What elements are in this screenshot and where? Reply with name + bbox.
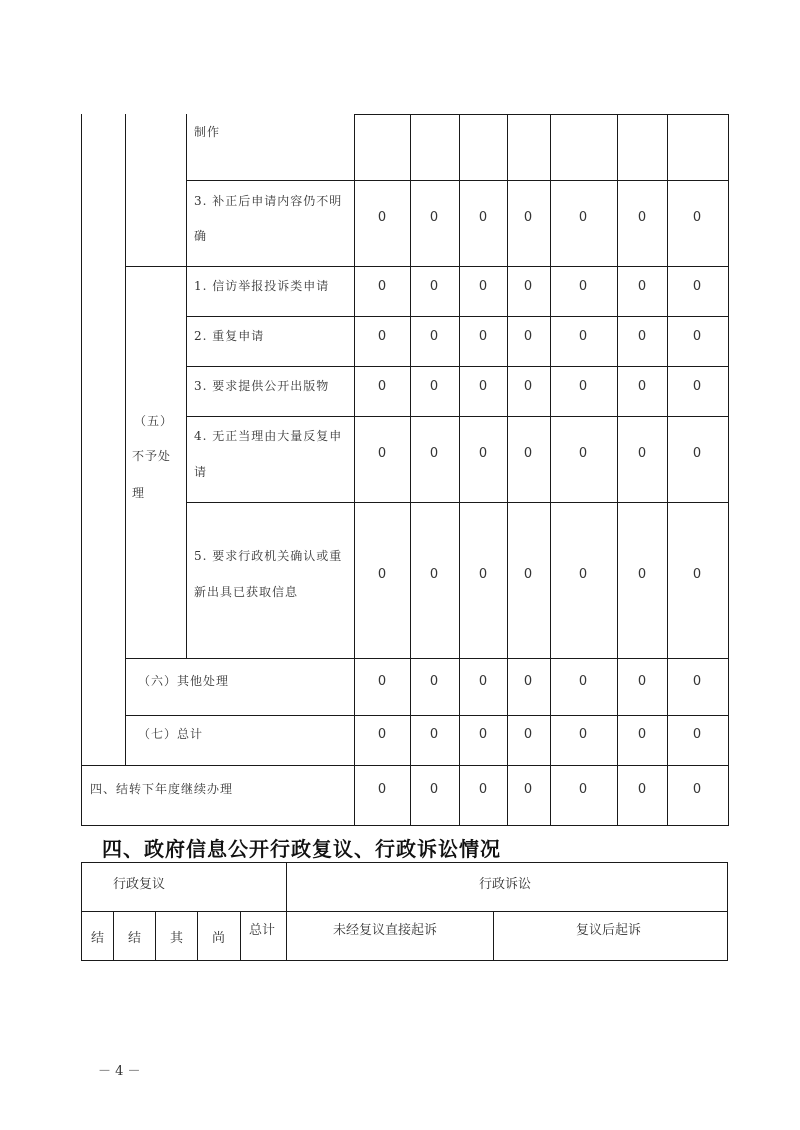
sub-col-after-review: 复议后起诉 xyxy=(576,923,642,938)
table-divider xyxy=(186,114,187,658)
value-cell: 0 xyxy=(377,567,387,582)
table-border xyxy=(728,114,729,825)
value-cell: 0 xyxy=(377,210,387,225)
value-cell: 0 xyxy=(523,210,533,225)
value-cell: 0 xyxy=(692,782,702,797)
page-number: － 4 － xyxy=(98,1064,141,1079)
value-cell: 0 xyxy=(377,782,387,797)
value-cell: 0 xyxy=(429,210,439,225)
value-cell: 0 xyxy=(637,674,647,689)
table-divider xyxy=(617,114,618,825)
value-cell: 0 xyxy=(692,379,702,394)
value-cell: 0 xyxy=(692,329,702,344)
value-cell: 0 xyxy=(692,279,702,294)
value-cell: 0 xyxy=(478,379,488,394)
table-rule xyxy=(186,366,729,367)
value-cell: 0 xyxy=(377,379,387,394)
value-cell: 0 xyxy=(429,279,439,294)
value-cell: 0 xyxy=(578,782,588,797)
table-rule xyxy=(186,416,729,417)
row-label-cont: 确 xyxy=(194,229,208,243)
row-label: 5. 要求行政机关确认或重 xyxy=(194,549,343,563)
table-border xyxy=(727,862,728,961)
table-rule xyxy=(81,825,729,826)
value-cell: 0 xyxy=(523,567,533,582)
value-cell: 0 xyxy=(377,279,387,294)
value-cell: 0 xyxy=(377,446,387,461)
sub-col-direct-suit: 未经复议直接起诉 xyxy=(333,923,438,938)
table-divider xyxy=(410,114,411,825)
value-cell: 0 xyxy=(478,567,488,582)
row-label: 制作 xyxy=(194,125,221,139)
value-cell: 0 xyxy=(637,279,647,294)
table-rule xyxy=(125,658,729,659)
table-divider xyxy=(507,114,508,825)
value-cell: 0 xyxy=(578,567,588,582)
value-cell: 0 xyxy=(523,674,533,689)
value-cell: 0 xyxy=(478,727,488,742)
value-cell: 0 xyxy=(523,782,533,797)
value-cell: 0 xyxy=(578,727,588,742)
section-heading: 四、政府信息公开行政复议、行政诉讼情况 xyxy=(102,837,501,861)
group-label: 不予处 xyxy=(132,449,172,463)
value-cell: 0 xyxy=(478,279,488,294)
table-rule xyxy=(186,180,729,181)
table-rule xyxy=(354,114,729,115)
value-cell: 0 xyxy=(523,446,533,461)
value-cell: 0 xyxy=(578,379,588,394)
table-divider xyxy=(286,862,287,961)
value-cell: 0 xyxy=(429,379,439,394)
sub-col: 尚 xyxy=(212,931,226,946)
table-divider xyxy=(493,911,494,961)
value-cell: 0 xyxy=(578,279,588,294)
value-cell: 0 xyxy=(478,674,488,689)
table-rule xyxy=(81,765,729,766)
table-rule xyxy=(81,911,728,912)
table-divider xyxy=(155,911,156,961)
row-label: 4. 无正当理由大量反复申 xyxy=(194,429,343,443)
value-cell: 0 xyxy=(523,379,533,394)
value-cell: 0 xyxy=(429,446,439,461)
table-divider xyxy=(197,911,198,961)
value-cell: 0 xyxy=(429,567,439,582)
row-label: 3. 补正后申请内容仍不明 xyxy=(194,194,343,208)
value-cell: 0 xyxy=(523,329,533,344)
value-cell: 0 xyxy=(637,782,647,797)
row-label-cont: 请 xyxy=(194,465,208,479)
row-label: 四、结转下年度继续办理 xyxy=(90,782,234,796)
value-cell: 0 xyxy=(637,329,647,344)
value-cell: 0 xyxy=(692,674,702,689)
value-cell: 0 xyxy=(637,727,647,742)
value-cell: 0 xyxy=(637,446,647,461)
group-label: 理 xyxy=(132,486,146,500)
value-cell: 0 xyxy=(478,329,488,344)
value-cell: 0 xyxy=(478,446,488,461)
table-rule xyxy=(125,266,729,267)
table-border xyxy=(81,114,82,825)
value-cell: 0 xyxy=(578,446,588,461)
value-cell: 0 xyxy=(429,782,439,797)
value-cell: 0 xyxy=(578,329,588,344)
value-cell: 0 xyxy=(637,567,647,582)
value-cell: 0 xyxy=(692,446,702,461)
row-label: 3. 要求提供公开出版物 xyxy=(194,379,330,393)
value-cell: 0 xyxy=(429,674,439,689)
value-cell: 0 xyxy=(377,674,387,689)
sub-col: 结 xyxy=(128,931,142,946)
table-rule xyxy=(186,316,729,317)
value-cell: 0 xyxy=(523,279,533,294)
table-divider xyxy=(550,114,551,825)
table-divider xyxy=(113,911,114,961)
header-admin-review: 行政复议 xyxy=(113,877,166,892)
value-cell: 0 xyxy=(429,329,439,344)
row-label-cont: 新出具已获取信息 xyxy=(194,585,299,599)
value-cell: 0 xyxy=(578,674,588,689)
table-divider xyxy=(667,114,668,825)
value-cell: 0 xyxy=(478,210,488,225)
value-cell: 0 xyxy=(692,210,702,225)
sub-col: 总计 xyxy=(249,923,276,938)
group-label: （五） xyxy=(134,414,174,428)
value-cell: 0 xyxy=(637,379,647,394)
table-rule xyxy=(125,715,729,716)
row-label: 2. 重复申请 xyxy=(194,329,265,343)
row-label: 1. 信访举报投诉类申请 xyxy=(194,279,330,293)
table-divider xyxy=(240,911,241,961)
value-cell: 0 xyxy=(429,727,439,742)
sub-col: 结 xyxy=(91,931,105,946)
table-divider xyxy=(125,114,126,765)
value-cell: 0 xyxy=(578,210,588,225)
header-admin-litigation: 行政诉讼 xyxy=(479,877,532,892)
value-cell: 0 xyxy=(692,727,702,742)
value-cell: 0 xyxy=(637,210,647,225)
table-rule xyxy=(186,502,729,503)
row-label: （六）其他处理 xyxy=(138,674,230,688)
table-divider xyxy=(459,114,460,825)
value-cell: 0 xyxy=(478,782,488,797)
table-divider xyxy=(354,114,355,825)
sub-col: 其 xyxy=(170,931,184,946)
row-label: （七）总计 xyxy=(138,727,204,741)
value-cell: 0 xyxy=(523,727,533,742)
value-cell: 0 xyxy=(692,567,702,582)
table-border xyxy=(81,862,82,961)
table-rule xyxy=(81,862,728,863)
value-cell: 0 xyxy=(377,329,387,344)
table-rule xyxy=(81,960,728,961)
value-cell: 0 xyxy=(377,727,387,742)
